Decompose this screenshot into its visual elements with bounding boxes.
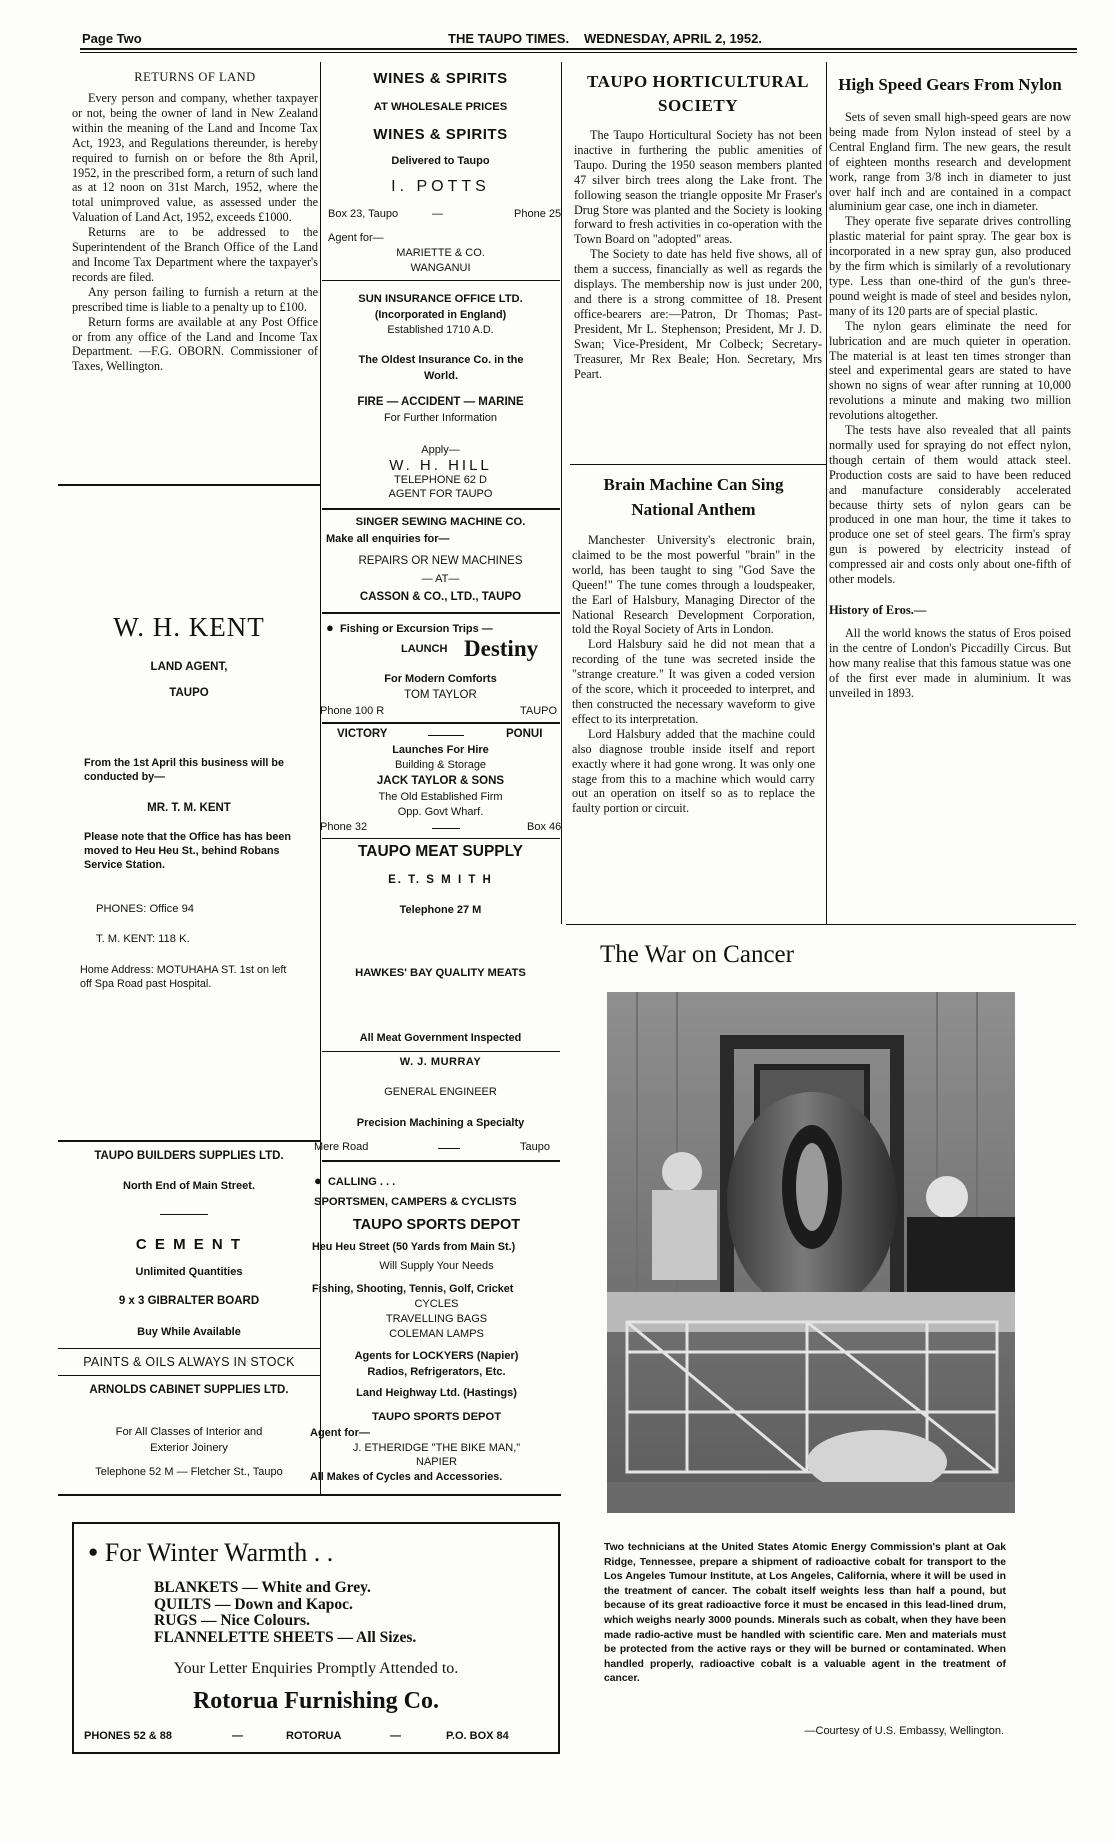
masthead: THE TAUPO TIMES. — [448, 31, 570, 46]
potts-agent: Agent for— — [328, 232, 384, 244]
dash: — — [432, 208, 443, 220]
section-rule — [322, 1051, 560, 1052]
sun-lines: FIRE — ACCIDENT — MARINE — [357, 396, 524, 408]
sports-lamps: COLEMAN LAMPS — [389, 1328, 484, 1340]
header-rule-thin — [80, 52, 1077, 53]
singer-repairs: REPAIRS OR NEW MACHINES — [358, 555, 523, 567]
kent-advert — [58, 612, 320, 699]
murray-name: W. J. MURRAY — [399, 1056, 482, 1068]
kent-notice: From the 1st April this business will be conducted by— — [84, 757, 284, 783]
destiny-trips — [326, 620, 493, 635]
dash-rule — [428, 735, 464, 736]
paragraph: The Society to date has held five shows, all of them a success, financially as well as regards the displays. The membership now is just under 200, and there is a strong committee of 18. Present office-bearers are:—Patron, Dr Thomas; Past-President, Mr L. Stephenson; President, Mr J. D. Swan; Vice-President, Mr Colbeck; Secretary-Treasurer, Mr Rex Beale; Hon. Secretary, Mrs Peart. — [574, 247, 822, 381]
sports-name: TAUPO SPORTS DEPOT — [352, 1217, 521, 1233]
sports-who: SPORTSMEN, CAMPERS & CYCLISTS — [314, 1196, 517, 1208]
header-rule — [80, 48, 1077, 50]
wines-advert — [322, 70, 559, 196]
section-rule — [322, 1160, 560, 1162]
sports-cycles: CYCLES — [414, 1298, 459, 1310]
potts-box: Box 23, Taupo — [328, 208, 399, 220]
sports-calling-text: CALLING . . . — [327, 1176, 396, 1188]
victory-box: Box 46 — [527, 821, 562, 833]
sports-calling — [314, 1173, 395, 1188]
brain-machine-article — [572, 472, 815, 816]
singer-name: SINGER SEWING MACHINE CO. — [355, 516, 526, 528]
rotorua-town: ROTORUA — [286, 1730, 342, 1742]
sports-napier: NAPIER — [416, 1456, 457, 1468]
kent-home: Home Address: MOTUHAHA ST. 1st on left off Spa Road past Hospital. — [80, 964, 287, 990]
builders-location: North End of Main Street. — [123, 1180, 255, 1192]
destiny-trips-text: Fishing or Excursion Trips — — [339, 623, 493, 635]
kent-moved: Please note that the Office has has been moved to Heu Heu St., behind Robans Service Station. — [84, 831, 292, 871]
short-rule — [160, 1214, 208, 1215]
paragraph: The nylon gears eliminate the need for lubrication and are much quieter in operation. The material is at least ten times stronger than steel and experimental gears are stated to have shown no signs of wear after running at 10,000 revolutions a minute and making two million revolutions altogether. — [829, 318, 1071, 423]
section-rule — [58, 1348, 320, 1349]
sports-lockyers: Agents for LOCKYERS (Napier) — [354, 1350, 519, 1362]
victory-left: VICTORY — [337, 728, 388, 740]
meat-tel: Telephone 27 M — [399, 904, 482, 916]
section-rule — [570, 464, 826, 465]
arnolds-line2: Exterior Joinery — [150, 1442, 228, 1454]
destiny-boat: Destiny — [464, 636, 539, 661]
destiny-phone: Phone 100 R — [320, 705, 385, 717]
paragraph: Manchester University's electronic brain, claimed to be the most powerful "brain" in the world, has been taught to sing "God Save the Queen!" The tune comes through a loudspeaker, the Earl of Halsbury, Managing Director of the National Research Development Corporation, told the Royal Society of Arts in London. — [572, 533, 815, 637]
rotorua-box: P.O. BOX 84 — [446, 1730, 509, 1742]
section-rule — [322, 508, 560, 510]
sports-agent: Agent for— — [310, 1427, 370, 1439]
arnolds-name: ARNOLDS CABINET SUPPLIES LTD. — [89, 1384, 289, 1396]
cobalt-shipment-photo — [607, 992, 1015, 1513]
sun-inc: (Incorporated in England) — [374, 309, 507, 321]
murray-precision: Precision Machining a Specialty — [356, 1117, 525, 1129]
paragraph: Any person failing to furnish a return at the prescribed time is liable to a penalty up to £100. — [72, 284, 318, 314]
destiny-comforts: For Modern Comforts — [384, 673, 497, 685]
sports-fishing: Fishing, Shooting, Tennis, Golf, Cricket — [312, 1283, 514, 1295]
issue-date: WEDNESDAY, APRIL 2, 1952. — [584, 31, 762, 46]
column-rule — [826, 62, 827, 924]
cancer-title: The War on Cancer — [600, 941, 794, 968]
dash: — — [390, 1730, 401, 1742]
bullet-icon: ● — [314, 1173, 322, 1188]
gib-board: 9 x 3 GIBRALTER BOARD — [118, 1295, 260, 1307]
sports-land: Land Heighway Ltd. (Hastings) — [356, 1387, 517, 1399]
photo-caption: Two technicians at the United States Atomic Energy Commission's plant at Oak Ridge, Tennessee, prepare a shipment of radioactive cobalt for transport to the Los Angeles Tumour Institute, at Los Angeles, California, where it will be used in the treatment of cancer. The cobalt itself weights less than half a pound, but because of its great radioactive force it must be encased in this lead-lined drum, which weighs nearly 3000 pounds. Minerals such as cobalt, when they have been made radio-active must be handled with scientific care. Men and materials must be protected from the active rays or they will be burned or contaminated. When handled properly, radioactive cobalt is a valuable agent in the treatment of cancer. — [604, 1542, 1006, 1685]
arnolds-contact: Telephone 52 M — Fletcher St., Taupo — [95, 1466, 283, 1478]
eros-subheading: History of Eros.— — [829, 603, 927, 617]
article-title: Brain Machine Can Sing National Anthem — [603, 475, 784, 519]
section-rule — [322, 280, 560, 281]
victory-firm: The Old Established Firm — [378, 791, 503, 803]
sports-bags: TRAVELLING BAGS — [385, 1313, 488, 1325]
photo-credit: —Courtesy of U.S. Embassy, Wellington. — [804, 1725, 1004, 1737]
paragraph: Return forms are available at any Post Office or from any office of the Land and Income Tax Department. —F.G. OBORN. Commissioner of Taxes, Wellington. — [72, 314, 318, 374]
paragraph: The tests have also revealed that all paints normally used for spraying do not effect nylon, though certain of them would attack steel. Production costs are said to have been reduced and manufacture considerably accelerated because thirty sets of nylon gears can be produced in one man hour, the time it takes to produce one set of steel gears. The firm's spray gun is powered by electricity instead of compressed air and costs only about one-fifth of other models. — [829, 423, 1071, 587]
meat-hawkes: HAWKES' BAY QUALITY MEATS — [355, 967, 526, 979]
rotorua-name: Rotorua Furnishing Co. — [192, 1688, 440, 1714]
rotorua-enquiries: Your Letter Enquiries Promptly Attended to. — [173, 1660, 459, 1677]
dash-rule — [432, 828, 460, 829]
returns-of-land-article — [72, 70, 318, 374]
section-rule — [322, 722, 560, 724]
potts-phone: Phone 25 — [514, 208, 562, 220]
builders-name: TAUPO BUILDERS SUPPLIES LTD. — [94, 1150, 284, 1162]
kent-tm-phone: T. M. KENT: 118 K. — [96, 933, 190, 945]
destiny-town: TAUPO — [520, 705, 558, 717]
victory-phone: Phone 32 — [320, 821, 368, 833]
section-rule — [58, 1494, 561, 1496]
wines-title: WINES & SPIRITS — [373, 70, 508, 87]
singer-enquiries: Make all enquiries for— — [326, 533, 450, 545]
sports-name2: TAUPO SPORTS DEPOT — [371, 1411, 502, 1423]
potts-name: I. POTTS — [391, 178, 490, 195]
kent-town: TAUPO — [169, 687, 209, 699]
wines-delivered: Delivered to Taupo — [391, 155, 490, 167]
paragraph: Lord Halsbury added that the machine could also diagnose trouble inside itself and report exactly where it had gone wrong. It was only one stage from this to a machine which would carry out an operation on itself so as to replace the faulty portion or circuit. — [572, 726, 815, 816]
page-number: Page Two — [82, 31, 142, 46]
winter-warmth — [88, 1538, 333, 1568]
article-title: RETURNS OF LAND — [134, 70, 256, 84]
quilts-line: QUILTS — Down and Kapoc. — [154, 1595, 353, 1613]
sun-agent: W. H. HILL — [389, 457, 492, 474]
article-title: High Speed Gears From Nylon — [838, 75, 1062, 94]
paragraph: Every person and company, whether taxpayer or not, being the owner of land in New Zealand within the meaning of the Land and Income Tax Act, 1923, and Regulations thereunder, is hereby required to furnish on or before the 8th April, 1952, in the prescribed form, a return of such land as at 12 noon on 31st March, 1952, where the total unimproved value, as assessed under the Valuation of Land Act, 1952, exceeds £1000. — [72, 91, 318, 225]
section-rule — [566, 924, 1076, 925]
sports-etheridge: J. ETHERIDGE "THE BIKE MAN," — [352, 1442, 521, 1454]
dash: — — [232, 1730, 243, 1742]
section-rule — [58, 1140, 320, 1142]
blankets-line: BLANKETS — White and Grey. — [154, 1579, 371, 1596]
section-rule — [58, 484, 320, 486]
sun-name: SUN INSURANCE OFFICE LTD. — [358, 293, 523, 305]
horticultural-article — [574, 70, 822, 381]
victory-hire: Launches For Hire — [392, 744, 489, 756]
column-rule — [561, 62, 562, 924]
rugs-line: RUGS — Nice Colours. — [154, 1612, 310, 1629]
destiny-launch: LAUNCH — [401, 643, 448, 655]
kent-name: W. H. KENT — [113, 612, 265, 642]
photo-illustration — [607, 992, 1015, 1513]
paragraph: Returns are to be addressed to the Superintendent of the Branch Office of the Land and Income Tax Department where the taxpayer's records are filed. — [72, 225, 318, 284]
victory-wharf: Opp. Govt Wharf. — [397, 806, 484, 818]
murray-trade: GENERAL ENGINEER — [384, 1086, 497, 1098]
victory-right: PONUI — [506, 728, 543, 740]
paragraph: Sets of seven small high-speed gears are now being made from Nylon instead of steel by a Central England firm. The new gears, the result of eighteen months research and development work, range from 3/8 inch in diameter to just over half inch and are contained in a compact aluminium gear case, one inch in diameter. — [829, 110, 1071, 214]
jack-taylor: JACK TAYLOR & SONS — [376, 775, 505, 787]
kent-successor: MR. T. M. KENT — [147, 802, 231, 814]
kent-role: LAND AGENT, — [150, 661, 228, 673]
nylon-gears-article — [829, 72, 1071, 701]
cement-heading: C E M E N T — [135, 1236, 243, 1253]
sports-makes: All Makes of Cycles and Accessories. — [310, 1471, 503, 1483]
cement-quantities: Unlimited Quantities — [135, 1266, 243, 1278]
sun-info: For Further Information — [383, 412, 498, 424]
section-rule — [322, 838, 560, 839]
sun-est: Established 1710 A.D. — [387, 324, 494, 336]
rotorua-advert — [72, 1522, 560, 1754]
kent-phones: PHONES: Office 94 — [96, 903, 195, 915]
meat-owner: E. T. S M I T H — [388, 874, 493, 886]
meat-name: TAUPO MEAT SUPPLY — [357, 843, 524, 860]
meat-inspected: All Meat Government Inspected — [359, 1032, 522, 1044]
rotorua-phones: PHONES 52 & 88 — [84, 1730, 173, 1742]
dash-rule — [438, 1148, 460, 1149]
paragraph: Lord Halsbury said he did not mean that a recording of the tune was secreted inside the "strange creature." It was given a coded version of the score, which it proceeded to interpret, and then constructed the necessary waveform to give effect to its interpretation. — [572, 637, 815, 726]
murray-road: Mere Road — [314, 1141, 369, 1153]
sports-supply: Will Supply Your Needs — [379, 1260, 494, 1272]
mariette: MARIETTE & CO. — [396, 247, 485, 259]
singer-at: — AT— — [421, 573, 460, 585]
section-rule — [58, 1375, 320, 1376]
buy-while-available: Buy While Available — [137, 1326, 241, 1338]
sun-agent-for: AGENT FOR TAUPO — [388, 488, 493, 500]
bullet-icon: ● — [88, 1542, 99, 1561]
murray-town: Taupo — [520, 1141, 550, 1153]
sports-radios: Radios, Refrigerators, Etc. — [367, 1366, 506, 1378]
flannelette-line: FLANNELETTE SHEETS — All Sizes. — [154, 1628, 417, 1646]
arnolds-line1: For All Classes of Interior and — [115, 1426, 263, 1438]
sun-tel: TELEPHONE 62 D — [394, 474, 487, 486]
paragraph: The Taupo Horticultural Society has not been inactive in furthering the public amenities of Taupo. During the 1950 season members planted 47 silver birch trees along the Lake front. The following season the triangle opposite Mr Fraser's Drug Store was planted and the Society is looking forward to fresh activities in co-operation with the Town Board on "adopted" areas. — [574, 128, 822, 247]
bullet-icon: ● — [326, 620, 334, 635]
paragraph: They operate five separate drives controlling plastic material for paint spray. The gear box is incorporated in a new spray gun, also produced by the firm which is similarly of a revolutionary type. Less than one-third of the gun's three-pound weight is made of steel and besides nylon, many of its 120 parts are of special plastic. — [829, 214, 1071, 318]
destiny-owner: TOM TAYLOR — [404, 689, 477, 701]
paints-oils: PAINTS & OILS ALWAYS IN STOCK — [83, 1355, 295, 1369]
winter-warmth-text: For Winter Warmth . . — [104, 1538, 334, 1567]
article-title: TAUPO HORTICULTURAL SOCIETY — [587, 72, 809, 115]
wines-wholesale: AT WHOLESALE PRICES — [373, 101, 508, 113]
sun-apply: Apply— — [421, 444, 460, 456]
wines-title2: WINES & SPIRITS — [373, 126, 508, 143]
wanganui: WANGANUI — [410, 262, 471, 274]
paragraph: All the world knows the status of Eros poised in the centre of London's Piccadilly Circus. But how many realise that this famous statue was one of the first ever made in aluminium. It was unveiled in 1893. — [829, 626, 1071, 700]
sports-street: Heu Heu Street (50 Yards from Main St.) — [312, 1241, 516, 1253]
victory-building: Building & Storage — [394, 759, 487, 771]
casson: CASSON & CO., LTD., TAUPO — [359, 591, 522, 603]
section-rule — [322, 612, 560, 614]
rotorua-lines — [154, 1580, 416, 1646]
sun-oldest: The Oldest Insurance Co. in the World. — [358, 354, 524, 382]
column-rule — [320, 62, 321, 1494]
